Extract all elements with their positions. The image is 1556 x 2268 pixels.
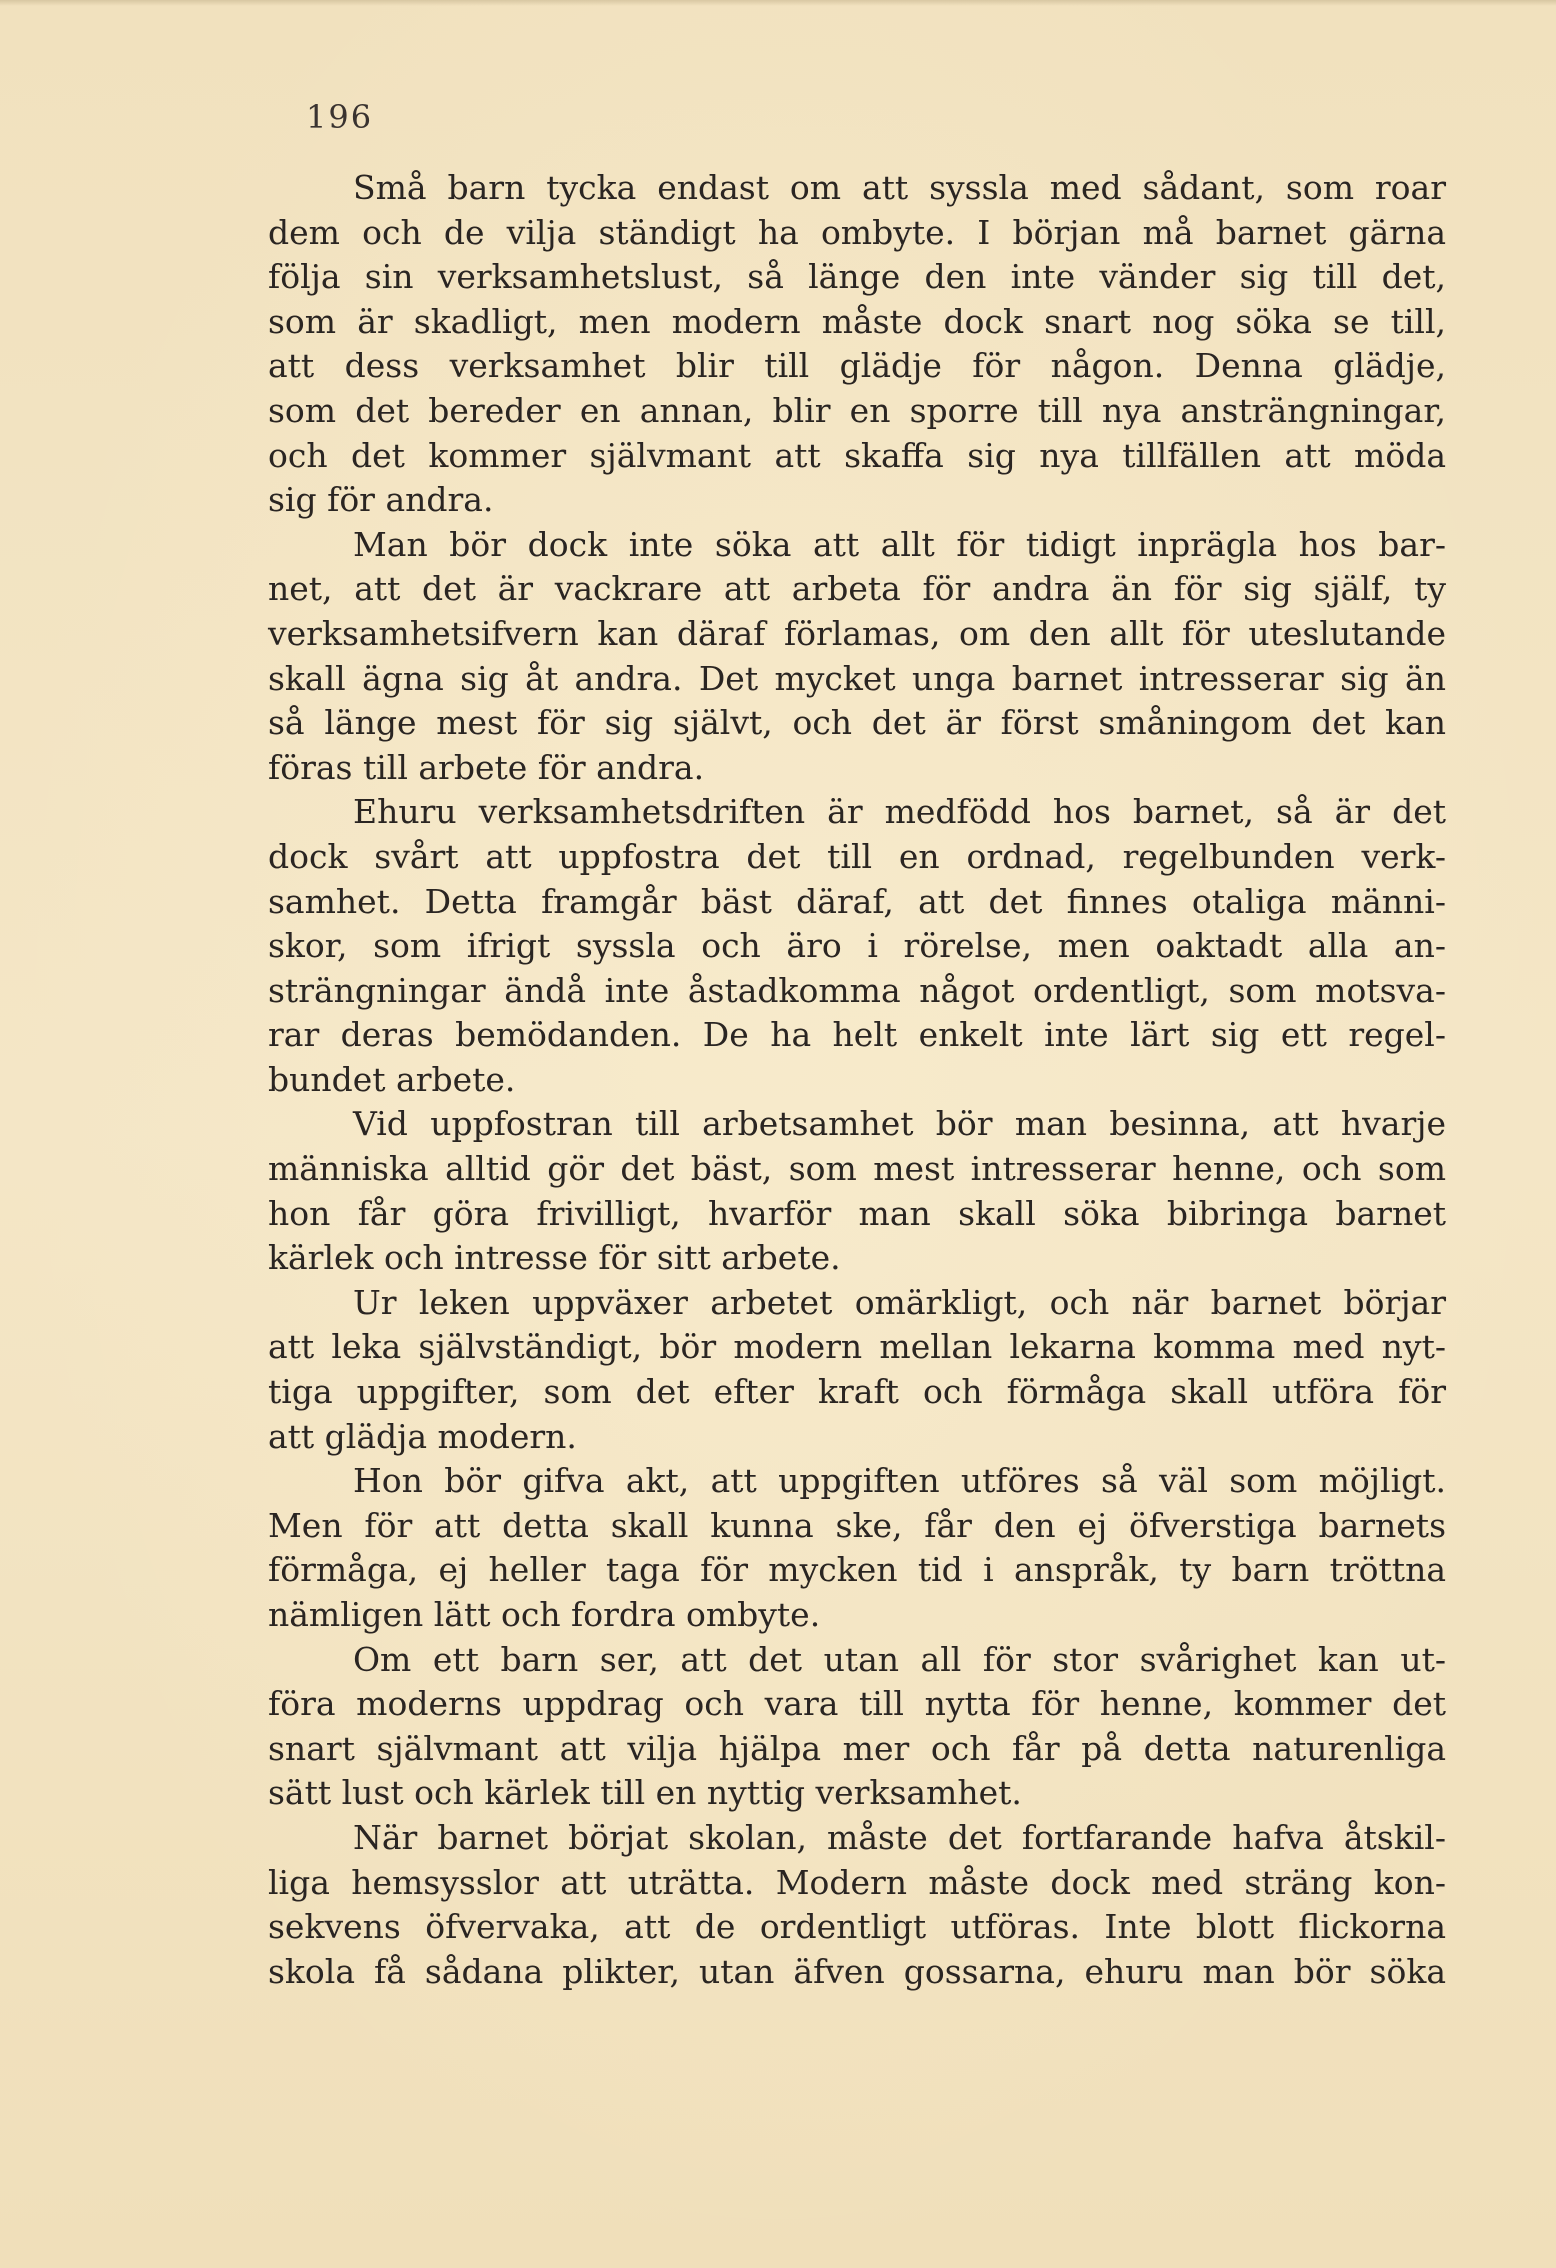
text-line: skor, som ifrigt syssla och äro i rörelse, men oaktadt alla an- <box>268 926 1446 966</box>
text-line: dock svårt att uppfostra det till en ordnad, regelbunden verk- <box>268 836 1446 876</box>
text-line: följa sin verksamhetslust, så länge den inte vänder sig till det, <box>268 257 1446 297</box>
text-line: föras till arbete för andra. <box>268 747 705 787</box>
text-line: som det bereder en annan, blir en sporre till nya ansträngningar, <box>268 390 1446 430</box>
text-line: verksamhetsifvern kan däraf förlamas, om den allt för uteslutande <box>268 613 1446 653</box>
page-edge <box>0 0 1556 6</box>
text-line: Om ett barn ser, att det utan all för stor svårighet kan ut- <box>353 1639 1446 1679</box>
page-number: 196 <box>306 98 374 136</box>
text-line: skall ägna sig åt andra. Det mycket unga barnet intresserar sig än <box>268 658 1446 698</box>
text-line: snart självmant att vilja hjälpa mer och får på detta naturenliga <box>268 1728 1446 1768</box>
text-line: nämligen lätt och fordra ombyte. <box>268 1595 821 1634</box>
text-line: att dess verksamhet blir till glädje för någon. Denna glädje, <box>268 346 1446 386</box>
text-line: som är skadligt, men modern måste dock snart nog söka se till, <box>268 301 1446 341</box>
text-line: tiga uppgifter, som det efter kraft och förmåga skall utföra för <box>268 1372 1446 1412</box>
text-line: skola få sådana plikter, utan äfven gossarna, ehuru man bör söka <box>268 1951 1446 1991</box>
text-line: Men för att detta skall kunna ske, får den ej öfverstiga barnets <box>268 1505 1446 1545</box>
text-line: och det kommer självmant att skaffa sig nya tillfällen att möda <box>268 435 1446 475</box>
text-line: dem och de vilja ständigt ha ombyte. I början må barnet gärna <box>268 212 1446 252</box>
text-line: samhet. Detta framgår bäst däraf, att det finnes otaliga männi- <box>268 881 1446 921</box>
text-line: kärlek och intresse för sitt arbete. <box>268 1238 841 1278</box>
text-line: sekvens öfvervaka, att de ordentligt utföras. Inte blott flickorna <box>268 1907 1446 1947</box>
text-line: liga hemsysslor att uträtta. Modern måste dock med sträng kon- <box>268 1862 1446 1902</box>
text-line: strängningar ändå inte åstadkomma något ordentligt, som motsva- <box>268 970 1446 1010</box>
text-line: Hon bör gifva akt, att uppgiften utföres så väl som möjligt. <box>353 1461 1446 1501</box>
text-line: sig för andra. <box>268 480 494 520</box>
text-line: Små barn tycka endast om att syssla med sådant, som roar <box>353 168 1446 207</box>
text-line: bundet arbete. <box>268 1059 516 1099</box>
text-line: Ehuru verksamhetsdriften är medfödd hos barnet, så är det <box>353 792 1446 832</box>
text-line: sätt lust och kärlek till en nyttig verksamhet. <box>268 1773 1022 1813</box>
text-line: att glädja modern. <box>268 1416 577 1456</box>
text-line: Vid uppfostran till arbetsamhet bör man besinna, att hvarje <box>353 1104 1446 1144</box>
text-line: människa alltid gör det bäst, som mest intresserar henne, och som <box>268 1149 1446 1189</box>
text-line: att leka självständigt, bör modern mellan lekarna komma med nyt- <box>268 1327 1446 1367</box>
text-line: Ur leken uppväxer arbetet omärkligt, och när barnet börjar <box>353 1282 1446 1322</box>
body-text <box>268 166 1446 1994</box>
text-line: När barnet börjat skolan, måste det fortfarande hafva åtskil- <box>353 1817 1446 1857</box>
text-line: net, att det är vackrare att arbeta för andra än för sig själf, ty <box>268 569 1446 609</box>
text-line: Man bör dock inte söka att allt för tidigt inprägla hos bar- <box>353 524 1446 564</box>
text-line: hon får göra frivilligt, hvarför man skall söka bibringa barnet <box>268 1193 1446 1233</box>
text-line: så länge mest för sig självt, och det är först småningom det kan <box>268 703 1446 743</box>
text-line: rar deras bemödanden. De ha helt enkelt inte lärt sig ett regel- <box>268 1015 1446 1055</box>
text-line: föra moderns uppdrag och vara till nytta för henne, kommer det <box>268 1684 1446 1724</box>
text-line: förmåga, ej heller taga för mycken tid i anspråk, ty barn tröttna <box>268 1550 1446 1590</box>
